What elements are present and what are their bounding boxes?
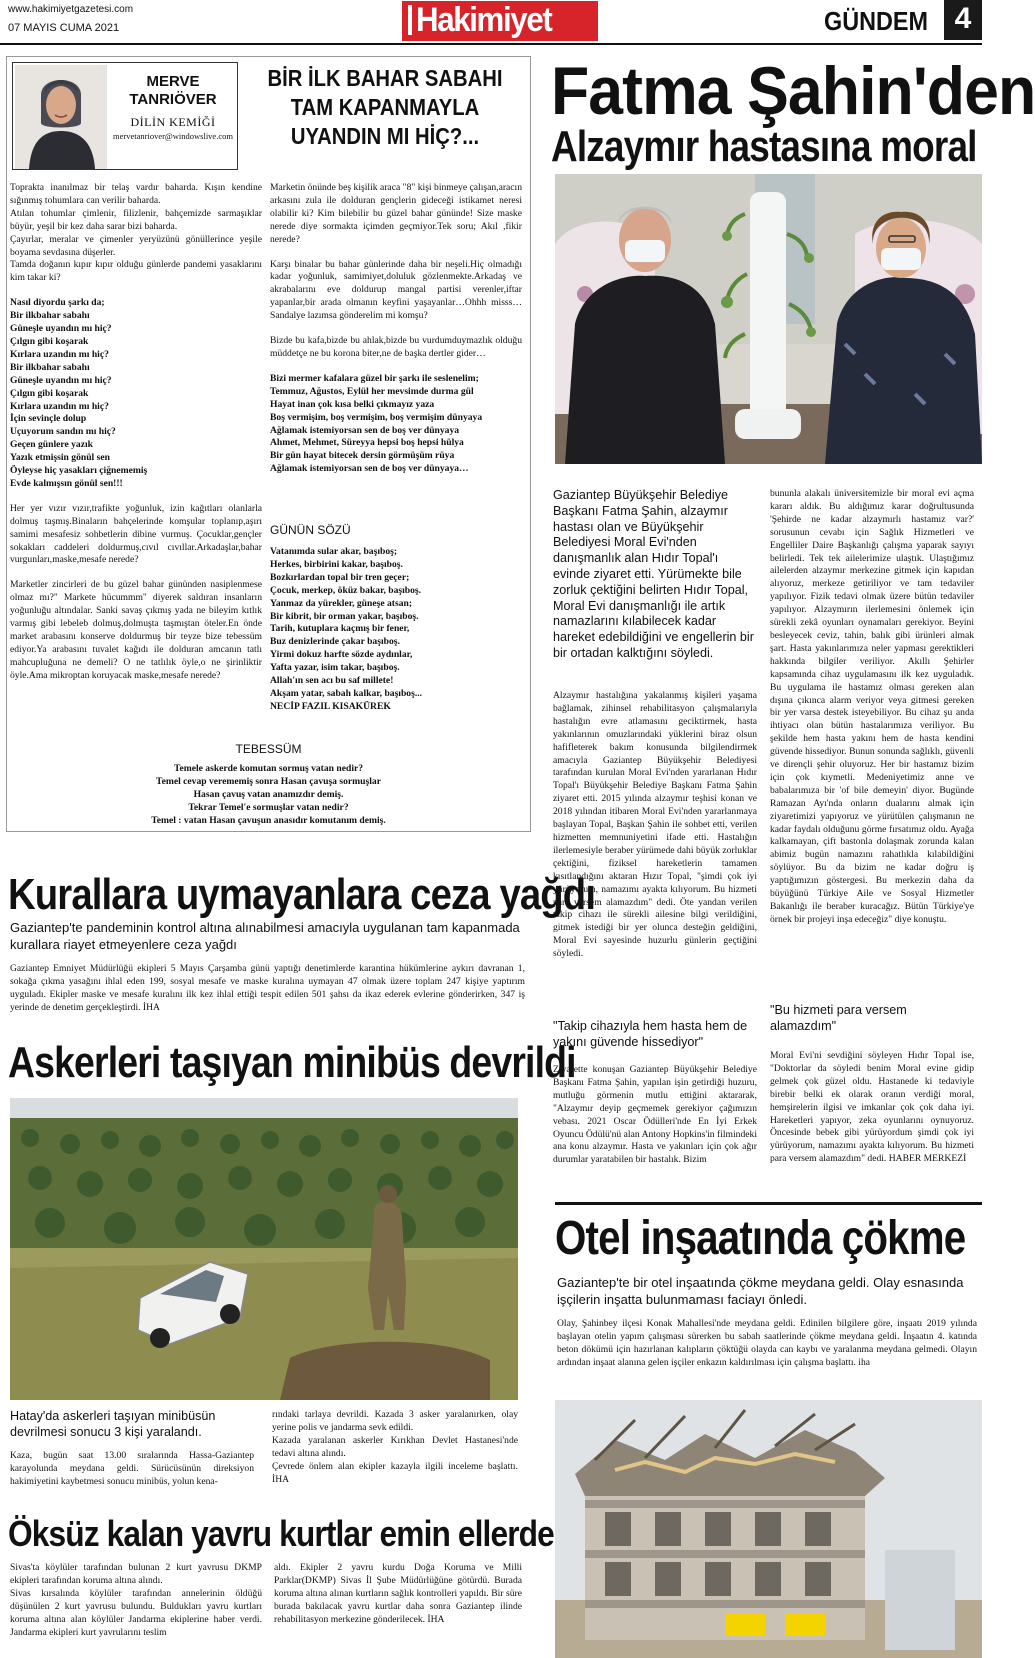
author-photo	[15, 65, 107, 169]
fatma-headline-1: Fatma Şahin'den	[551, 53, 1035, 129]
column-right-body	[270, 182, 522, 476]
song-lyrics: Nasıl diyordu şarkı da; Bir ilkbahar sabahı Güneşle uyandın mı hiç? Çılgın gibi koşarak Kırlara uzandın mı hiç? Bir ilkbahar sabahı Güneşle uyandın mı hiç? Çılgın gibi koşarak Kırlara uzandın mı hiç? İçin sevinçle dolup Uçuyorum sandın mı hiç? Geçen günlere yazık Yazık etmişsin gönül sen Öyleyse hiç yasakları çiğnememiş Evde kalmışsın gönül sen!!!	[10, 297, 148, 489]
column-paragraph: Marketin önünde beş kişilik araca "8" kişi binmeye çalışan,aracın arkasını zula ile dolduran gençlerin gideceği istikamet neresi olabilir ki? Kim bilebilir bu güzel bahar gününde! Size maske nerede diye sormakta içimden geçmiyor.Tek soru; Akıl ,fikir nerede?	[270, 182, 522, 245]
section-title: GÜNDEM	[824, 6, 929, 36]
column-name: DİLİN KEMİĞİ	[130, 115, 216, 129]
minibus-body-2: rındaki tarlaya devrildi. Kazada 3 asker yaralanırken, olay yerine polis ve jandarma sevk edildi. Kazada yaralanan askerler Kırıkhan Devlet Hastanesi'nde tedavi altına alındı. Çevrede önlem alan ekipler kazayla ilgili inceleme başlattı. İHA	[272, 1409, 518, 1485]
kurtlar-body-1: Sivas'ta köylüler tarafından bulunan 2 kurt yavrusu DKMP ekipleri tarafından koruma altına alındı. Sivas kırsalında köylüler tarafından annelerinin öldüğü düşünülen 2 kurt yavrusu bulundu. Buldukları yavru kurtları koruma altına alan köylüler Jandarma ekiplerine haber verdi. Jandarma ekipleri kurt yavrularını teslim	[10, 1562, 262, 1638]
hotel-collapse-photo	[555, 1400, 982, 1658]
fatma-body-col1b: Ziyarette konuşan Gaziantep Büyükşehir Belediye Başkanı Fatma Şahin, yapılan işin getirdiği huzuru, mutluğu görmenin mutlu ettiğini aktararak, "Alzaymır deyip geçmemek gerekiyor çağımızın vebası. 2021 Oscar Ödülleri'nde En İyi Erkek Oyuncu Ödülü'nü alan Antony Hopkins'in filmindeki ana konu alzaymır. Hasta ve yakınları için çok ağır durumlar yaratabilen bir hastalık. Bizim	[553, 1064, 757, 1166]
author-first-name: MERVE	[146, 73, 200, 90]
kurallar-lead: Gaziantep'te pandeminin kontrol altına alınabilmesi amacıyla uygulanan tam kapanmada kurallara riayet etmeyenlere ceza yağdı	[10, 920, 520, 952]
kurallar-headline: Kurallara uymayanlara ceza yağdı	[8, 870, 596, 919]
column-title: BİR İLK BAHAR SABAHI TAM KAPANMAYLA UYANDIN MI HİÇ?...	[267, 65, 503, 149]
logo	[402, 1, 598, 41]
fatma-body-col1: Alzaymır hastalığına yakalanmış kişileri yaşama bağlamak, zihinsel rehabilitasyon çalışmalarıyla hastalığın evre atlamasını geciktirmek, hasta yakınlarının omuzlarındaki yüklerini biraz olsun hafifleterek bakım konusunda bilgilendirmek amacıyla Gaziantep Büyükşehir Belediyesi tarafından kurulan Moral Evi'nden yararlanan Hıdır Topal'ı Büyükşehir Belediye Başkanı Fatma Şahin ziyaret etti. 2015 yılında alzaymır teşhisi konan ve 2018 yılından itibaren Moral Evi'nden yararlanmaya başlayan Topal, Başkan Şahin ile sohbet etti, verilen hizmetten memnuniyetini ifade etti. Hastalığın ilerlemesiyle beraber yürümede dahi büyük zorluklar çektiğini, fiziksel hareketlerin tamamen kısıtlandığını aktaran Hızır Topal, "şimdi çok iyi yürüyorum, namazımı ayakta kılıyorum. Bu hizmeti para versem alamazdım" dedi. Öte yandan verilen takip cihazı ile sürekli ailesine bilgi verildiğini, gitmek istediği bir yer olunca desteğin geldiğini, Moral Evi sayesinde huzurlu günlerin geçtiğini söyledi.	[553, 690, 757, 960]
author-last-name: TANRIÖVER	[129, 91, 217, 108]
joke-text: Temele askerde komutan sormuş vatan nedir? Temel cevap verememiş sonra Hasan çavuşa sormuşlar Hasan çavuş vatan anamızdır demiş. Tekrar Temel'e sormuşlar vatan nedir? Temel : vatan Hasan çavuşun anasıdır komutanım demiş.	[151, 763, 386, 826]
joke-heading: TEBESSÜM	[235, 742, 302, 756]
kurtlar-body-2: aldı. Ekipler 2 yavru kurdu Doğa Koruma ve Milli Parklar(DKMP) Sivas İl Şube Müdürlüğüne götürdü. Burada koruma altına alınan kurtların sağlık kontrolleri yapıldı. Bir süre burada bakılacak yavru kurtlar daha sonra Gaziantep ilinde rehabilitasyon merkezine gönderilecek. İHA	[274, 1562, 522, 1625]
page-number-box	[944, 0, 982, 40]
column-paragraph: Toprakta inanılmaz bir telaş vardır baharda. Kışın kendine sığınmış tohumlara can verilir baharda. Atılan tohumlar çimlenir, filizlenir, bahçemizde sarmaşıklar büyür, yeşil bir kez daha sarar bizi baharda. Çayırlar, meralar ve çimenler yeryüzünü gönüllerince yeşile boyama sevdasına düşerler. Tamda doğanın kıpır kıpır olduğu günlerde pandemi yasaklarını kim takar ki?	[10, 182, 262, 284]
website-url[interactable]: www.hakimiyetgazetesi.com	[8, 4, 134, 15]
right-column-rule	[555, 1202, 982, 1205]
minibus-lead: Hatay'da askerleri taşıyan minibüsün devrilmesi sonucu 3 kişi yaralandı.	[10, 1409, 216, 1439]
column-paragraph: Her yer vızır vızır,trafikte yoğunluk, izin kağıtları olanlarla dolmuş taşmış.Binaların bahçelerinde komşular toplanıp,aşırı samimi mesafesiz sohbetlerin dibine vurmuş. Çocuklar,gençler sokakları caddeleri doldurmuş,cıvıl cıvıllar.Arkadaşlar,bahar vurgunları,maske,mesafe nerede?	[10, 502, 262, 566]
fatma-lead: Gaziantep Büyükşehir Belediye Başkanı Fatma Şahin, alzaymır hastası olan ve Büyükşehir Belediyesi Moral Evi'nden danışmanlık alan Hıdır Topal'ı evinde ziyaret etti. Yürümekte bile zorluk çektiğini belirten Hıdır Topal, Moral Evi danışmanlığı ile artık namazlarını kılabilecek kadar hareket edebildiğini ve engellerin bir bir ortadan kalktığını söyledi.	[553, 488, 754, 660]
logo-stripe	[408, 5, 412, 35]
fatma-headline-2: Alzaymır hastasına moral	[551, 122, 977, 171]
kurtlar-headline: Öksüz kalan yavru kurtlar emin ellerde	[8, 1513, 554, 1554]
fatma-sahin-photo	[555, 174, 982, 464]
minibus-body-1: Kaza, bugün saat 13.00 sıralarında Hassa-Gaziantep karayolunda meydana geldi. Sürücüsünün direksiyon hakimiyetini kaybetmesi sonucu minibüs, yolun kena-	[10, 1450, 254, 1487]
fatma-body-col2: bununla alakalı üniversitemizle bir moral evi açma kararı aldık. Bu aldığımız karar doğrultusunda 'Şehirde ne kadar alzaymırlı hastamız var?' sorusunun cevabı için Sağlık Hizmetleri ve Engelliler Daire Başkanlığı çalışma yaparak sayıyı belirledi. Tek tek ailelerimize ulaştık. Ulaştığımız ailelerden alzaymır merkezine gitmek için kapıdan alıyoruz, merkeze getiriliyor ve tam tedaviler yapılıyor. Fizik tedavi olmak üzere bütün tedaviler yapılıyor. Alzaymırın ilerlemesini önlemek için sürekli zekâ oyunları oynamaları gerekiyor. Beyini besleyecek ceviz, tahin, balık gibi ürünleri almak şart. Hasta yakınlarımıza neler yapması gerektikleri hakkında bilgiler veriliyor. Akıllı Şehirler kapsamında cihaz uygulamasını ilk kez uyguladık. Bu uygulama ile hastamız olması gereken alan dışına çıkınca alarm veriyor veya gitmesi gereken bir yer varsa destek isteyebiliyor. Bu cihaz şu anda ihtiyacı olan bütün hastalarımıza veriliyor. Bu şekilde hem hasta yakını hem de hasta kendini güvende hissediyor. Bunun sonunda sağlıklı, güvenli ve dirençli şehir oluyoruz. Her bir hastamız bizim için çok kıymetli. Medeniyetimiz anne ve babalarımıza bir 'of bile demeyin' diyor. Bugünde Ramazan Ayı'nda onların dualarını almak için ziyaretimizi yapıyoruz ve yürütülen çalışmanın ne kadar faydalı olduğunu görme fırsatımız oldu. Ayağa kalkamayan, çift bastonla dolaşmak zorunda kalan abimiz bugün namazını rahatlıkla kılabildiğini söylüyor. Bu da bizim ne kadar doğru iş yaptığımızın göstergesi. Bu merkezin daha da büyüğünü Türkiye Aile ve Sosyal Hizmetler Bakanlığı ile beraber kuracağız. Bütün Türkiye'ye örnek bir projeyi inşa edeceğiz" diye konuştu.	[770, 488, 974, 925]
logo-text: Hakimiyet	[416, 1, 552, 39]
minibus-headline: Askerleri taşıyan minibüs devrildi	[8, 1038, 576, 1087]
poem: Bizi mermer kafalara güzel bir şarkı ile seslenelim; Temmuz, Ağustos, Eylül her mevsimde durma gül Hayat inan çok kısa belki çıkmayız yaza Boş vermişim, boş vermişim, boş vermişim dünyaya Ağlamak istemiyorsan sen de boş ver dünyaya Ahmet, Mehmet, Süreyya hepsi boş hepsi hülya Bir gün hayat bitecek dersin görmüşüm rüya Ağlamak istemiyorsan sen de boş ver dünyaya…	[270, 372, 483, 475]
otel-lead: Gaziantep'te bir otel inşaatında çökme meydana geldi. Olay esnasında işçilerin inşatta bulunmaması faciayı önledi.	[557, 1275, 964, 1307]
fatma-subhead-1: "Takip cihazıyla hem hasta hem de yakını güvende hissediyor"	[553, 1019, 748, 1049]
issue-date: 07 MAYIS CUMA 2021	[8, 22, 120, 34]
column-paragraph: Marketler zincirleri de bu güzel bahar gününden nasiplenmese olmaz mı?" Markete hücummm" diyerek saldıran insanların yoğunluğu altındalar. Sanki savaş çıkmış yada ne bileyim kıtlık varmış gibi lebeleb dolmuş,dolmuşta taşmıştan öteler.En önde market arabasını konserve doldurmuş bir teyze bize tebessüm ediyor.Ya arabasını tuvalet kağıdı ile dolduran amcanın tatlı mahcupluğuna ne demeli? O ne tatlılık öyle,o ne şirinliktir öyle.Ama mikroptan koruyacak maske,mesafe nerede?	[10, 579, 262, 681]
page-number: 4	[954, 2, 972, 35]
column-paragraph: Karşı binalar bu bahar günlerinde daha bir neşeli.Hiç olmadığı kadar yoğunluk, samimiyet,doluluk gözlenmekte.Arkadaş ve akrabalarını eve doldurup mangal partisi verenler,iftar yapanlar,bir arada olmanın keyfini yaşayanlar…Ohhh misss…Sandalye lazımsa gönderelim mi komşu?	[270, 258, 522, 322]
quote-poem: Vatanımda sular akar, başıboş; Herkes, birbirini kakar, başıboş. Bozkırlardan topal bir tren geçer; Çocuk, merkep, öküz bakar, başıboş. Yanmaz da yürekler, güneşe atsan; Bir kibrit, bir orman yakar, başıboş. Tarih, kutuplara kaçmış bir fener, Buz denizlerinde çakar başıboş. Yirmi dokuz harfte sözde aydınlar, Yafta yazar, isim takar, başıboş. Allah'ın sen acı bu saf millete! Akşam yatar, sabah kalkar, başıboş... NECİP FAZIL KISAKÜREK	[270, 546, 423, 712]
otel-headline: Otel inşaatında çökme	[555, 1212, 966, 1265]
fatma-subhead-2: "Bu hizmeti para versem alamazdım"	[770, 1003, 907, 1033]
quote-heading: GÜNÜN SÖZÜ	[270, 523, 351, 537]
kurallar-body: Gaziantep Emniyet Müdürlüğü ekipleri 5 Mayıs Çarşamba günü yaptığı denetimlerde karantina hükümlerine aykırı davranan 1, sokağa çıkma yasağını ihlal eden 199, sosyal mesafe ve maske kuralına uymayan 47 olmak üzere toplam 247 kişiye yaptırım uyguladı. Ekipler maske ve mesafe kuralını ilk kez ihlal ettiği tespit edilen 501 şahsı da ikaz ederek evlerine gönderirken, 347 iş yerinde de denetim gerçekleştirdi. İHA	[10, 963, 525, 1013]
column-left-body	[10, 182, 262, 683]
minibus-accident-photo	[10, 1098, 518, 1400]
fatma-body-col2b: Moral Evi'ni sevdiğini söyleyen Hıdır Topal ise, "Doktorlar da söyledi benim Moral evine gidip gelmek çok güzel oldu. Hastanede ki tedaviyle birebir belki ek olarak oranın verdiği moral, hemşirelerin ilgisi ve imkanlar çok çok daha iyi. Hareketleri yapıyor, zeka oyunlarını oynuyoruz. Öncesinde bebek gibi yürüyordum şimdi çok iyi yürüyorum, namazımı ayakta kılıyorum. Bu hizmeti para versem alamazdım" dedi. HABER MERKEZİ	[770, 1050, 974, 1165]
author-email[interactable]: mervetanriover@windowslive.com	[113, 131, 233, 141]
otel-body: Olay, Şahinbey ilçesi Konak Mahallesi'nde meydana geldi. Edinilen bilgilere göre, inşaatı 2019 yılında başlayan otelin yapım çalışması sürerken bu sabah saatlerinde çökme meydana geldi. İnşaatın 4. katında beton dökümü için hazırlanan kalıpların çöktüğü olayda can kaybı ve yaralanma meydana gelmedi. Olayın ardından inşaat alanına gelen işçiler enkazın kaldırılması için çalışma başlattı. iha	[557, 1318, 977, 1368]
header-rule	[0, 43, 982, 45]
author-card	[12, 62, 238, 170]
column-paragraph: Bizde bu kafa,bizde bu ahlak,bizde bu vurdumduymazlık olduğu müddetçe ne bu korona biter,ne de başka dertler gider…	[270, 335, 522, 359]
